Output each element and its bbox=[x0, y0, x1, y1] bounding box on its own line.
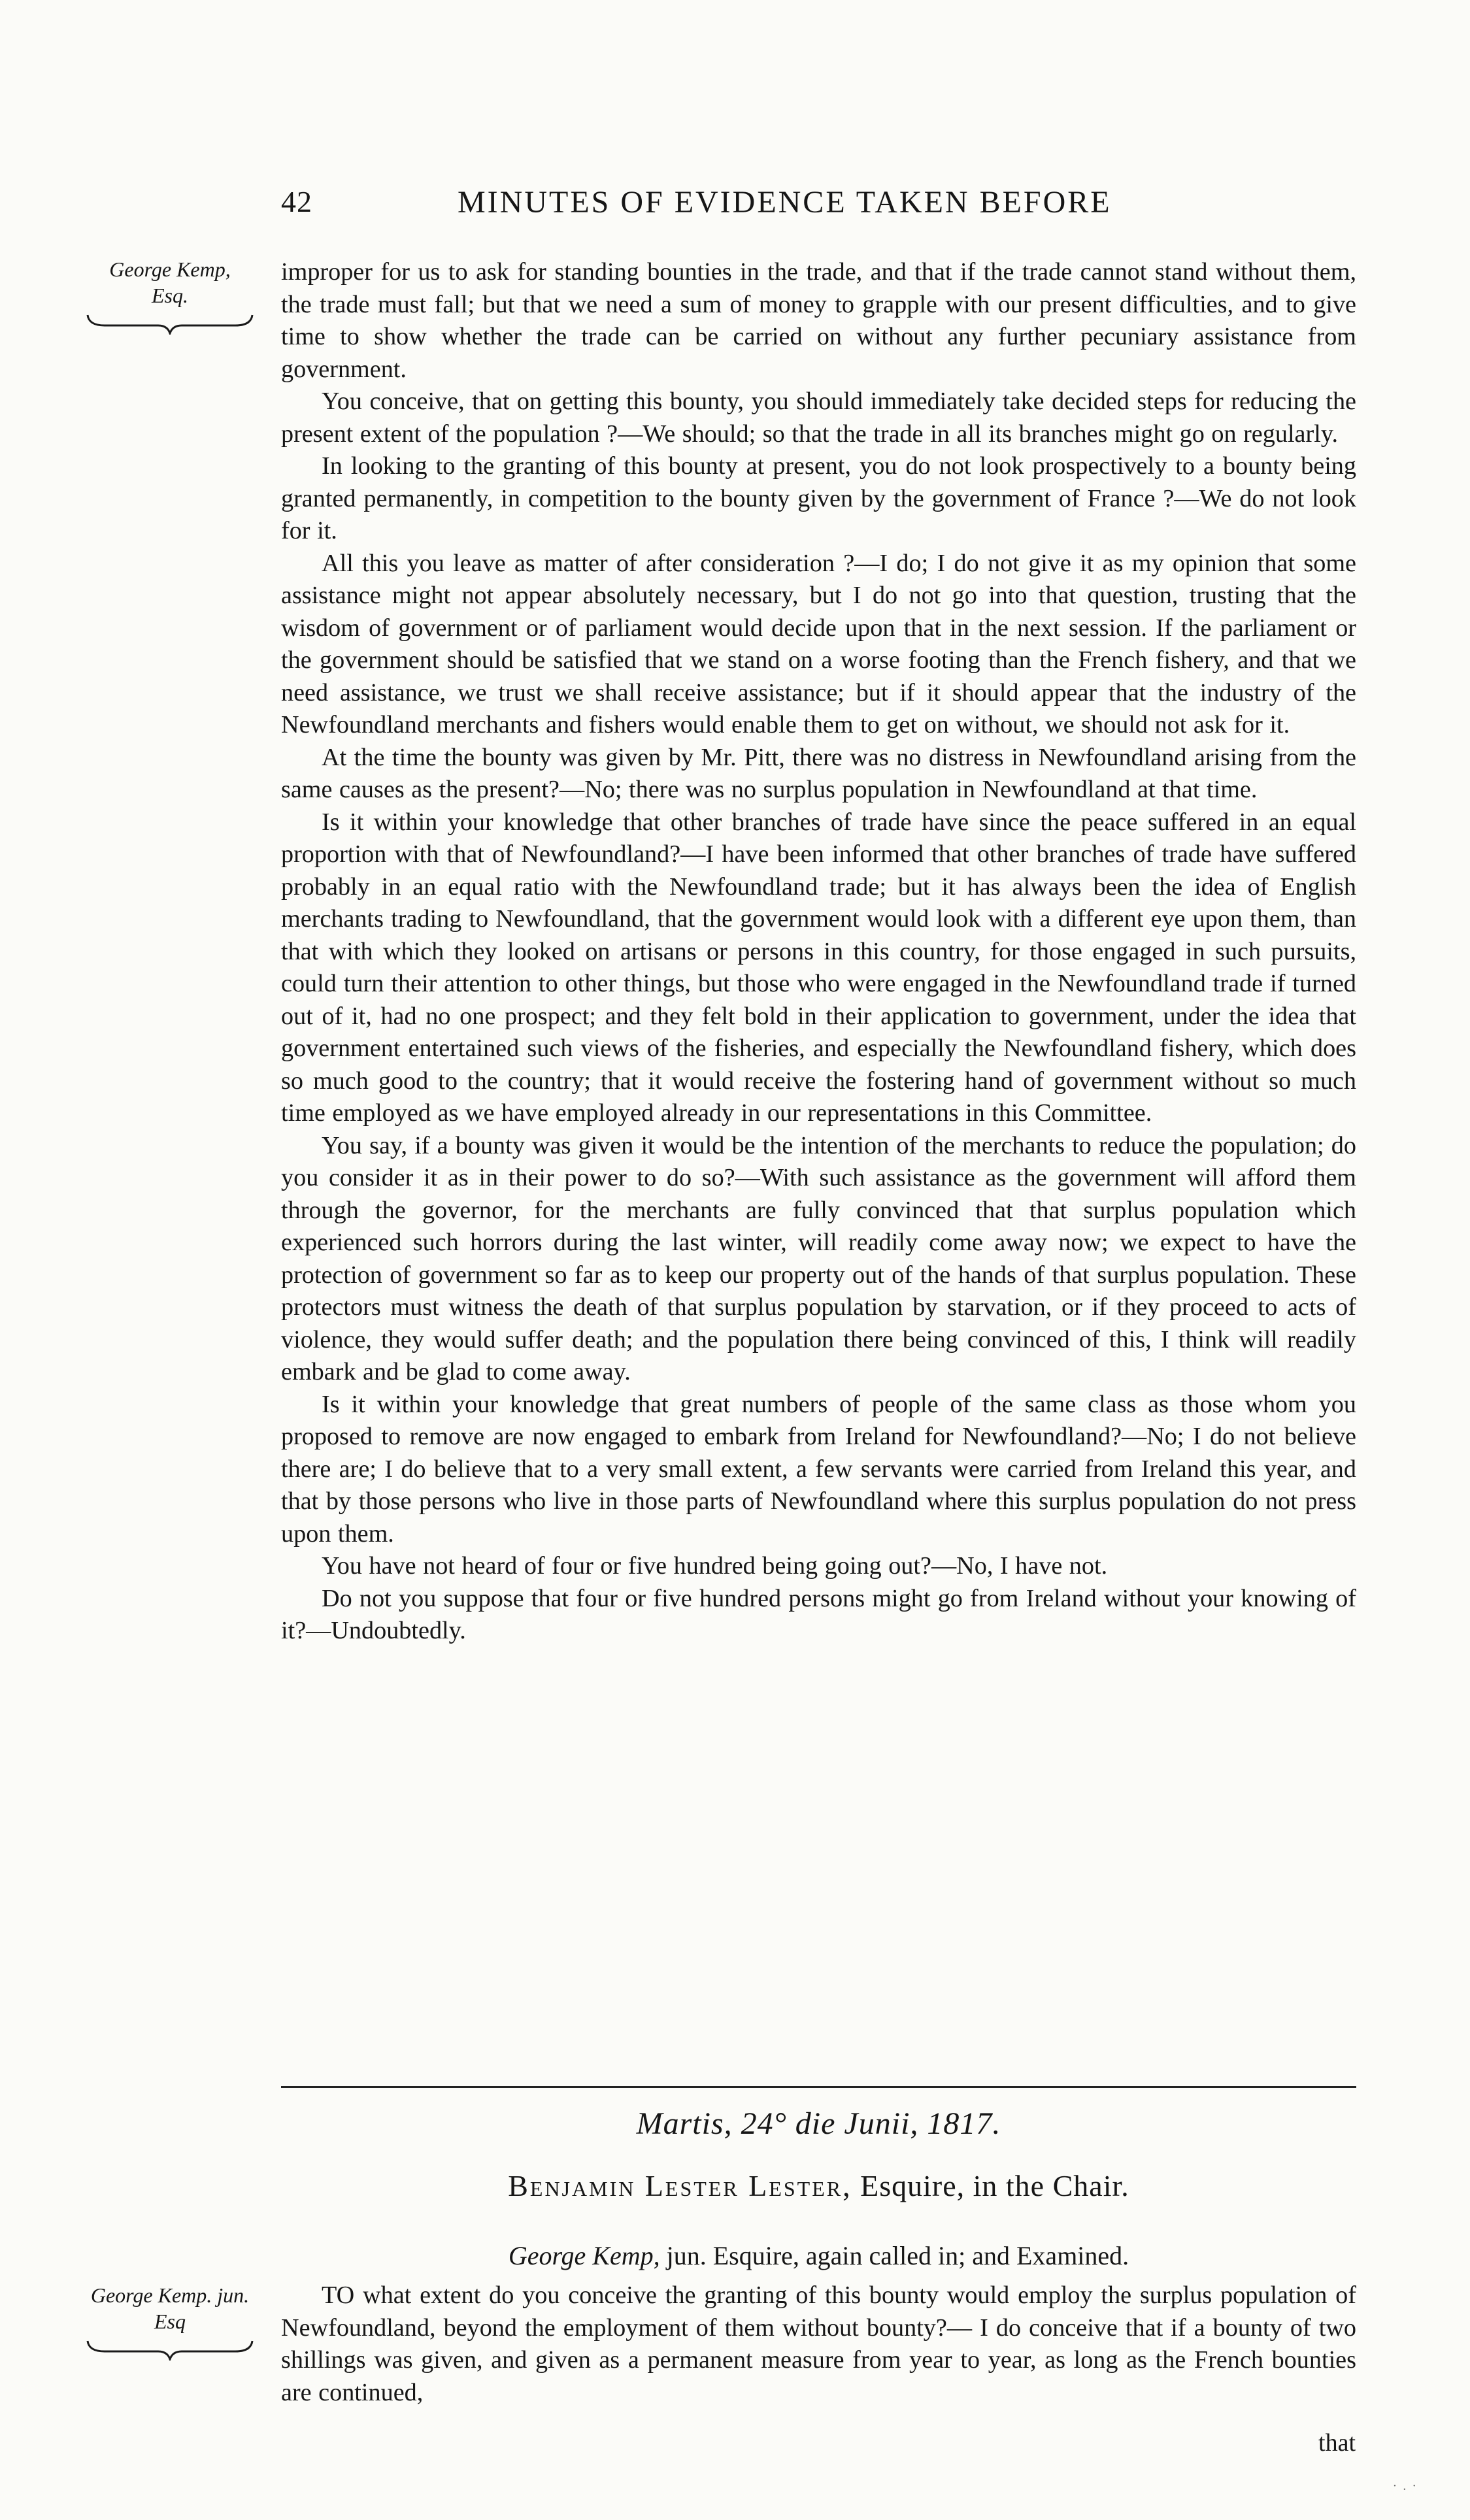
section-divider bbox=[281, 2086, 1356, 2088]
running-head bbox=[281, 184, 1360, 230]
running-title: MINUTES OF EVIDENCE TAKEN BEFORE bbox=[458, 185, 1112, 220]
session-date: Martis, 24° die Junii, 1817. bbox=[636, 2106, 1001, 2141]
paragraph: You conceive, that on getting this bounty, you should immediately take decided steps for reducing the present extent of the population ?—We should; so that the trade in all its branches might go on regularly. bbox=[281, 388, 1356, 448]
paragraph: In looking to the granting of this bounty at present, you do not look prospectively to a bounty being granted permanently, in competition to the bounty given by the government of France ?—We do not look for it. bbox=[281, 452, 1356, 544]
page-number: 42 bbox=[281, 185, 312, 218]
brace-icon bbox=[85, 2338, 255, 2361]
paragraph: Is it within your knowledge that other branches of trade have since the peace suffered in an equal proportion with that of Newfoundland?—I have been informed that other branches of trade have suffered probably in an equal ratio with the Newfoundland trade; but it has always been the idea of English merchants trading to Newfoundland, that the government would look with a different eye upon them, than that with which they looked on artisans or persons in this country, for those engaged in such pursuits, could turn their attention to other things, but those who were engaged in the Newfoundland trade if turned out of it, had no one prospect; and they felt bold in their application to government, under the idea that government entertained such views of the fisheries, and especially the Newfoundland fishery, which does so much good to the country; that it would receive the fostering hand of government without so much time employed as we have employed already in our representations in this Committee. bbox=[281, 808, 1356, 1127]
paragraph: Do not you suppose that four or five hundred persons might go from Ireland without your knowing of it?—Undoubtedly. bbox=[281, 1584, 1356, 1644]
margin-note-name: George Kemp, bbox=[109, 257, 231, 281]
paragraph: At the time the bounty was given by Mr. Pitt, there was no distress in Newfoundland arising from the same causes as the present?—No; there was no surplus population in Newfoundland at that time. bbox=[281, 743, 1356, 803]
paragraph-body: what extent do you conceive the granting of this bounty would employ the surplus population of Newfoundland, beyond the employment of them without bounty?— I do conceive that if a bounty of two shillings was given, and given as a permanent measure from year to year, as long as the French bounties are continued, bbox=[281, 2281, 1356, 2406]
scan-speck: · . · bbox=[1392, 2479, 1418, 2493]
chair-role: Esquire, in the Chair. bbox=[860, 2169, 1129, 2202]
paragraph: improper for us to ask for standing bounties in the trade, and that if the trade cannot stand without them, the trade must fall; but that we need a sum of money to grapple with our present difficulties, and to give time to show whether the trade can be carried on without any further pecuniary assistance from government. bbox=[281, 258, 1356, 383]
margin-note-title: Esq bbox=[154, 2310, 186, 2333]
witness-status: jun. Esquire, again called in; and Examined. bbox=[666, 2241, 1129, 2270]
catchword: that bbox=[1318, 2429, 1356, 2457]
margin-note-name: George Kemp. jun. bbox=[90, 2283, 250, 2307]
paragraph-lead: TO bbox=[322, 2281, 355, 2309]
chair-line bbox=[281, 2168, 1356, 2203]
witness-name: George Kemp, bbox=[508, 2241, 660, 2270]
paragraph: You have not heard of four or five hundred being going out?—No, I have not. bbox=[322, 1552, 1108, 1580]
body-text-continued bbox=[281, 2280, 1356, 2409]
chair-name: Benjamin Lester Lester, bbox=[508, 2169, 852, 2202]
paragraph: Is it within your knowledge that great numbers of people of the same class as those whom you proposed to remove are now engaged to embark from Ireland for Newfoundland?—No; I do not believe there are; I do believe that to a very small extent, a few servants were carried from Ireland this year, and that by those persons who live in those parts of Newfoundland where this surplus population do not press upon them. bbox=[281, 1390, 1356, 1548]
margin-note-title: Esq. bbox=[152, 284, 188, 307]
brace-icon bbox=[85, 312, 255, 335]
witness-line bbox=[281, 2240, 1356, 2271]
body-text bbox=[281, 256, 1356, 1648]
paragraph bbox=[281, 2280, 1356, 2409]
margin-note-witness-2 bbox=[62, 2282, 278, 2361]
paragraph: You say, if a bounty was given it would be the intention of the merchants to reduce the population; do you consider it as in their power to do so?—With such assistance as the government will afford them through the governor, for the merchants are fully convinced that that surplus population which experienced such horrors during the last winter, will readily come away now; we expect to have the protection of government so far as to keep our property out of the hands of that surplus population. These protectors must witness the death of that surplus population by starvation, or if they proceed to acts of violence, they would suffer death; and the population there being convinced of this, I think will readily embark and be glad to come away. bbox=[281, 1131, 1356, 1385]
margin-note-witness bbox=[62, 256, 278, 335]
paragraph: All this you leave as matter of after consideration ?—I do; I do not give it as my opinion that some assistance might not appear absolutely necessary, but I do not go into that question, trusting that the wisdom of government or of parliament would decide upon that in the next session. If the parliament or the government should be satisfied that we stand on a worse footing than the French fishery, and that we need assistance, we trust we shall receive assistance; but if it should appear that the industry of the Newfoundland merchants and fishers would enable them to get on without, we should not ask for it. bbox=[281, 549, 1356, 738]
